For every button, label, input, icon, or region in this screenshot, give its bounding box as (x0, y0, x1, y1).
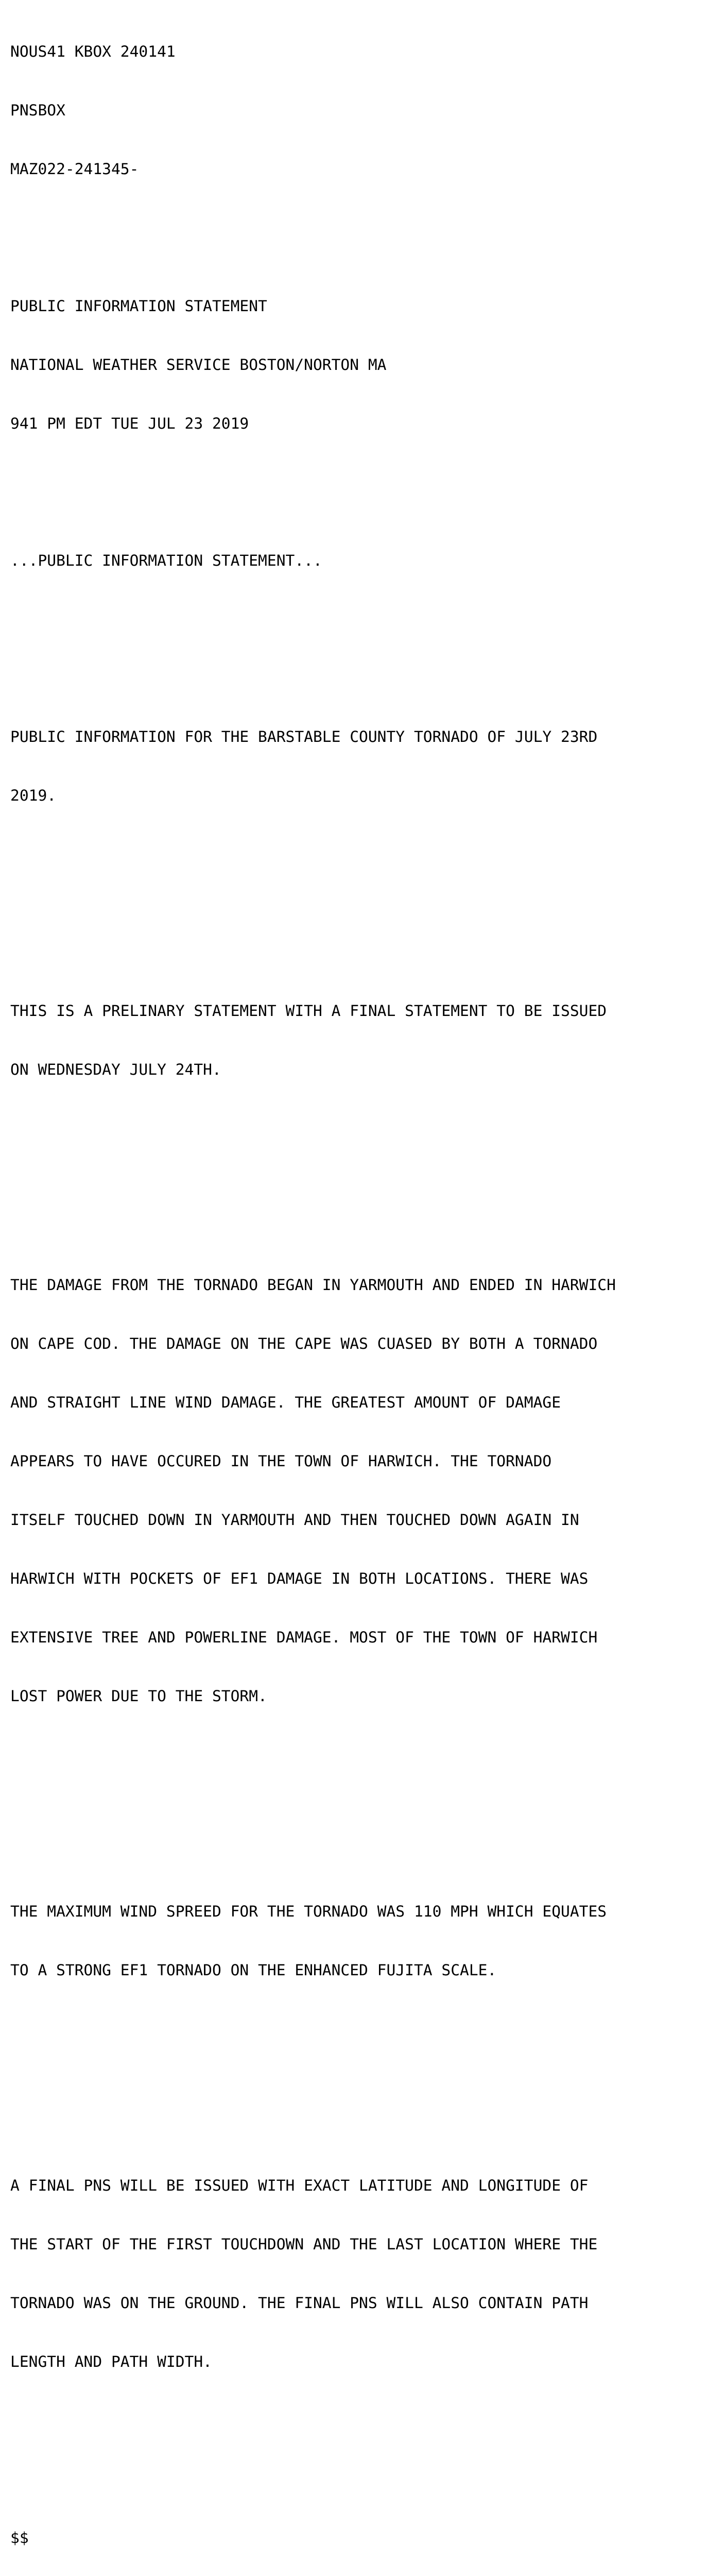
paragraph-line: TORNADO WAS ON THE GROUND. THE FINAL PNS WILL ALSO CONTAIN PATH (10, 2294, 589, 2312)
wmo-header: NOUS41 KBOX 240141 (10, 43, 176, 60)
spacer (10, 609, 700, 629)
paragraph-line: LOST POWER DUE TO THE STORM. (10, 1687, 267, 1705)
spacer (10, 472, 700, 492)
spacer (10, 884, 700, 903)
paragraph-line: APPEARS TO HAVE OCCURED IN THE TOWN OF HARWICH. THE TORNADO (10, 1452, 552, 1470)
paragraph-line: TO A STRONG EF1 TORNADO ON THE ENHANCED FUJITA SCALE. (10, 1961, 497, 1979)
paragraph-line: THE START OF THE FIRST TOUCHDOWN AND THE LAST LOCATION WHERE THE (10, 2235, 598, 2253)
paragraph-line: HARWICH WITH POCKETS OF EF1 DAMAGE IN BOTH LOCATIONS. THERE WAS (10, 1570, 589, 1587)
paragraph-line: ITSELF TOUCHED DOWN IN YARMOUTH AND THEN TOUCHED DOWN AGAIN IN (10, 1511, 579, 1529)
paragraph-2 (10, 962, 700, 1118)
spacer (10, 1784, 700, 1804)
spacer (10, 2058, 700, 2078)
issue-time: 941 PM EDT TUE JUL 23 2019 (10, 415, 249, 432)
spacer (10, 2450, 700, 2469)
paragraph-5 (10, 2137, 700, 2411)
end-marker: $$ (10, 2529, 29, 2547)
paragraph-line: EXTENSIVE TREE AND POWERLINE DAMAGE. MOST OF THE TOWN OF HARWICH (10, 1629, 598, 1646)
issuing-office: NATIONAL WEATHER SERVICE BOSTON/NORTON MA (10, 356, 387, 374)
spacer (10, 1158, 700, 1177)
paragraph-line: LENGTH AND PATH WIDTH. (10, 2353, 212, 2370)
paragraph-line: ON CAPE COD. THE DAMAGE ON THE CAPE WAS CUASED BY BOTH A TORNADO (10, 1335, 598, 1352)
headline: ...PUBLIC INFORMATION STATEMENT... (10, 552, 322, 569)
spacer (10, 218, 700, 238)
paragraph-line: AND STRAIGHT LINE WIND DAMAGE. THE GREATEST AMOUNT OF DAMAGE (10, 1394, 561, 1411)
product-title: PUBLIC INFORMATION STATEMENT (10, 297, 267, 315)
paragraph-4 (10, 1862, 700, 2019)
statement-document (10, 3, 700, 2576)
paragraph-line: 2019. (10, 787, 57, 804)
paragraph-line: THIS IS A PRELINARY STATEMENT WITH A FINAL STATEMENT TO BE ISSUED (10, 1002, 607, 1020)
paragraph-line: A FINAL PNS WILL BE ISSUED WITH EXACT LATITUDE AND LONGITUDE OF (10, 2177, 589, 2194)
ugc-zone: MAZ022-241345- (10, 160, 139, 178)
paragraph-line: ON WEDNESDAY JULY 24TH. (10, 1061, 221, 1078)
awips-id: PNSBOX (10, 101, 65, 119)
paragraph-line: PUBLIC INFORMATION FOR THE BARSTABLE COUNTY TORNADO OF JULY 23RD (10, 728, 598, 745)
paragraph-line: THE DAMAGE FROM THE TORNADO BEGAN IN YARMOUTH AND ENDED IN HARWICH (10, 1276, 616, 1294)
paragraph-line: THE MAXIMUM WIND SPREED FOR THE TORNADO WAS 110 MPH WHICH EQUATES (10, 1903, 607, 1920)
paragraph-3 (10, 1236, 700, 1745)
paragraph-1 (10, 688, 700, 844)
